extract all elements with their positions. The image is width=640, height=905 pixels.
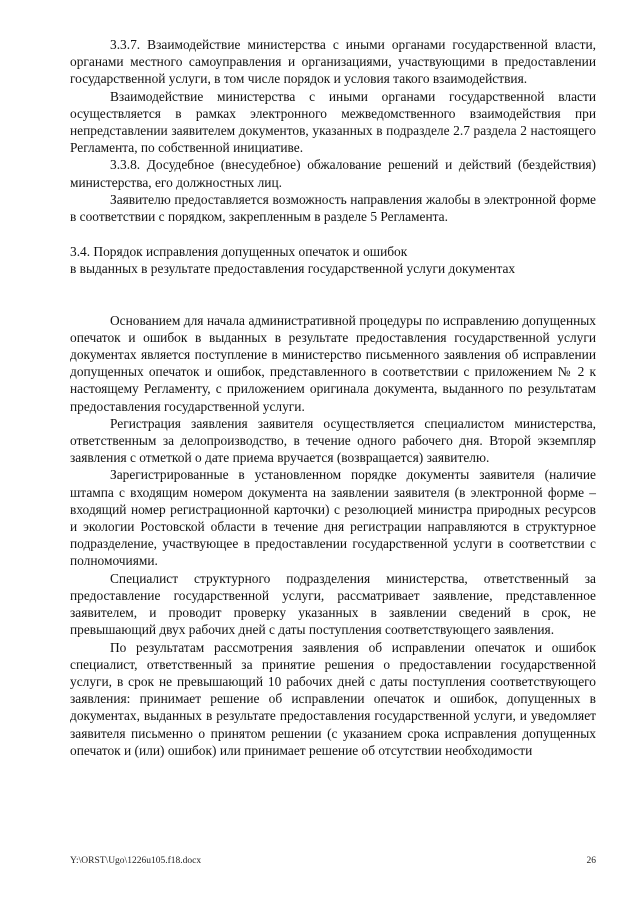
paragraph-review-results: По результатам рассмотрения заявления об исправлении опечаток и ошибок специалист, ответственный за принятие решения о предоставлении государственной услуги, в срок не превышающий 10 рабочих дней с даты поступления соответствующего заявления: принимает решение об исправлении опечаток и ошибок, допущенных в документах, выданных в результате предоставления государственной услуги, и уведомляет заявителя письменно о принятом решении (с указанием срока исправления допущенных опечаток и (или) ошибок) или принимает решение об отсутствии необходимости bbox=[70, 639, 596, 758]
paragraph-registration: Регистрация заявления заявителя осуществляется специалистом министерства, ответственным за делопроизводство, в течение одного рабочего дня. Второй экземпляр заявления с отметкой о дате приема вручается (возвращается) заявителю. bbox=[70, 415, 596, 466]
paragraph-basis: Основанием для начала административной процедуры по исправлению допущенных опечаток и ошибок в выданных в результате предоставления государственной услуги документах является поступление в министерство письменного заявления об исправлении допущенных опечаток и ошибок, представленного в соответствии с приложением № 2 к настоящему Регламенту, с приложением оригинала документа, выданного по результатам предоставления государственной услуги. bbox=[70, 312, 596, 414]
page-number: 26 bbox=[586, 856, 596, 866]
paragraph-complaint: Заявителю предоставляется возможность направления жалобы в электронной форме в соответствии с порядком, закрепленным в разделе 5 Регламента. bbox=[70, 191, 596, 225]
paragraph-3-3-8: 3.3.8. Досудебное (внесудебное) обжалование решений и действий (бездействия) министерства, его должностных лиц. bbox=[70, 157, 596, 190]
section-heading-line-1: 3.4. Порядок исправления допущенных опечаток и ошибок bbox=[70, 244, 408, 260]
paragraph-specialist-review: Специалист структурного подразделения министерства, ответственный за предоставление государственной услуги, рассматривает заявление, представленное заявителем, и проводит проверку указанных в заявлении сведений в срок, не превышающий двух рабочих дней с даты поступления соответствующего заявления. bbox=[70, 570, 596, 638]
paragraph-registered-documents: Зарегистрированные в установленном порядке документы заявителя (наличие штампа с входящим номером документа на заявлении заявителя (в электронной форме – входящий номер регистрационной карточки) с резолюцией министра природных ресурсов и экологии Ростовской области в течение дня регистрации направляются в структурное подразделение, участвующее в предоставлении государственной услуги в соответствии с полномочиями. bbox=[70, 467, 596, 569]
section-heading-line-2: в выданных в результате предоставления государственной услуги документах bbox=[70, 261, 516, 277]
file-path: Y:\ORST\Ugo\1226u105.f18.docx bbox=[70, 856, 202, 866]
paragraph-3-3-7: 3.3.7. Взаимодействие министерства с иными органами государственной власти, органами местного самоуправления и организациями, участвующими в предоставлении государственной услуги, в том числе порядок и условия такого взаимодействия. bbox=[70, 37, 596, 87]
document-page bbox=[70, 36, 596, 759]
section-heading bbox=[70, 243, 596, 277]
paragraph-interaction: Взаимодействие министерства с иными органами государственной власти осуществляется в рамках электронного межведомственного взаимодействия при непредставлении заявителем документов, указанных в подразделе 2.7 раздела 2 настоящего Регламента, по собственной инициативе. bbox=[70, 88, 596, 156]
